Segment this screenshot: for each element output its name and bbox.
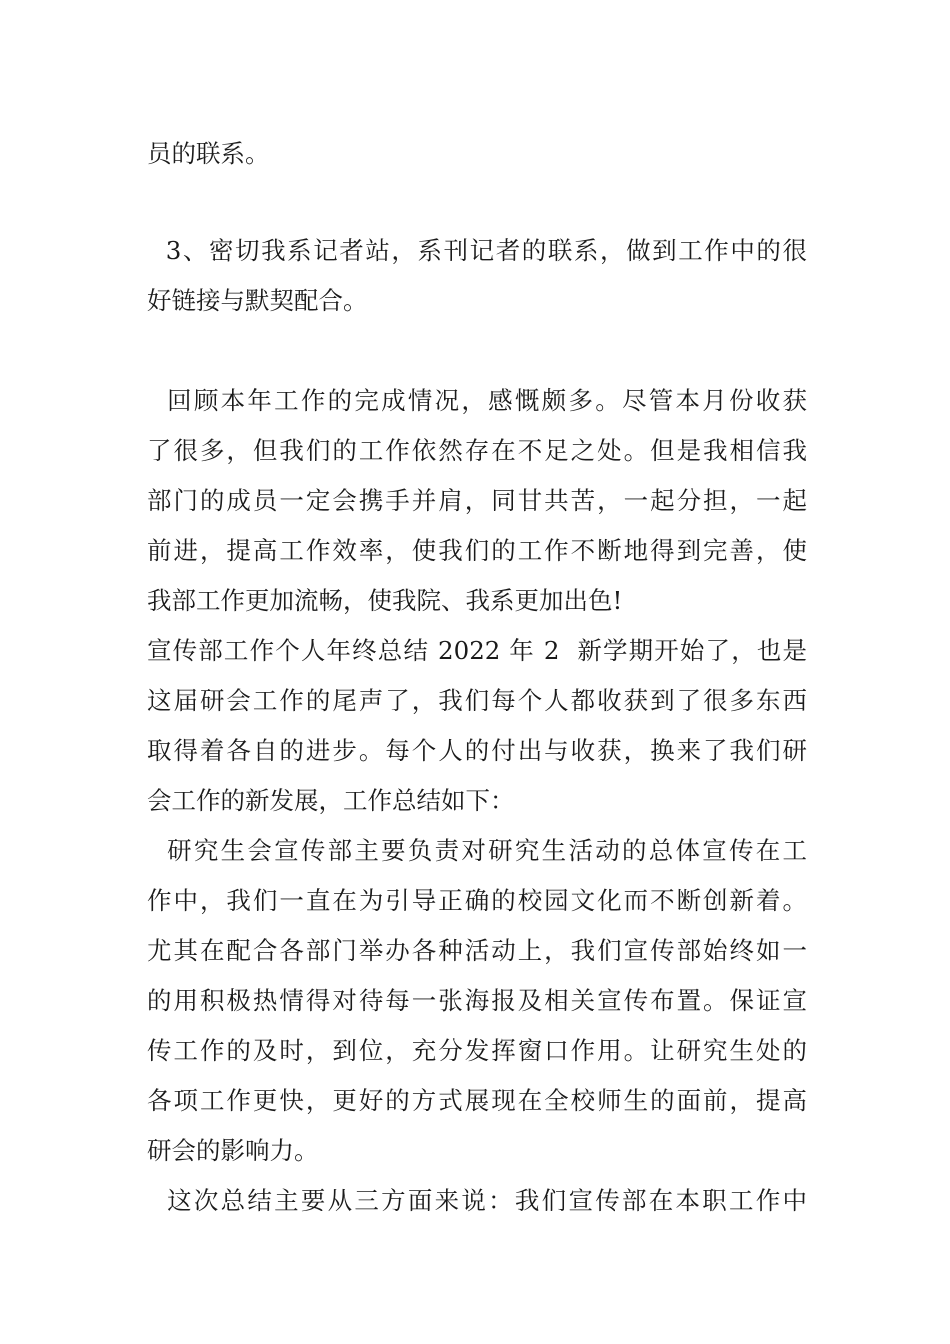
text-line: 作中，我们一直在为引导正确的校园文化而不断创新着。 xyxy=(147,886,807,915)
text-line: 尤其在配合各部门举办各种活动上，我们宣传部始终如一 xyxy=(147,936,807,965)
text-line: 前进，提高工作效率，使我们的工作不断地得到完善，使 xyxy=(147,536,807,565)
text-line: 这届研会工作的尾声了，我们每个人都收获到了很多东西 xyxy=(147,686,807,715)
text-line: 研会的影响力。 xyxy=(147,1136,319,1165)
text-line: 回顾本年工作的完成情况，感慨颇多。尽管本月份收获 xyxy=(147,386,807,415)
text-line: 这次总结主要从三方面来说：我们宣传部在本职工作中 xyxy=(147,1186,807,1215)
text-line: 部门的成员一定会携手并肩，同甘共苦，一起分担，一起 xyxy=(147,486,807,515)
text-line: 了很多，但我们的工作依然存在不足之处。但是我相信我 xyxy=(147,436,807,465)
text-line: 3、密切我系记者站，系刊记者的联系，做到工作中的很 xyxy=(147,236,807,265)
text-line: 各项工作更快，更好的方式展现在全校师生的面前，提高 xyxy=(147,1086,807,1115)
text-line: 好链接与默契配合。 xyxy=(147,286,368,315)
text-line: 传工作的及时，到位，充分发挥窗口作用。让研究生处的 xyxy=(147,1036,807,1065)
text-line: 我部工作更加流畅，使我院、我系更加出色! xyxy=(147,586,623,615)
text-line: 取得着各自的进步。每个人的付出与收获，换来了我们研 xyxy=(147,736,807,765)
text-line: 宣传部工作个人年终总结 2022 年 2 新学期开始了，也是 xyxy=(147,636,807,665)
text-line: 的用积极热情得对待每一张海报及相关宣传布置。保证宣 xyxy=(147,986,807,1015)
text-line: 会工作的新发展，工作总结如下： xyxy=(147,786,515,815)
text-line: 研究生会宣传部主要负责对研究生活动的总体宣传在工 xyxy=(147,836,807,865)
text-line: 员的联系。 xyxy=(147,139,270,168)
